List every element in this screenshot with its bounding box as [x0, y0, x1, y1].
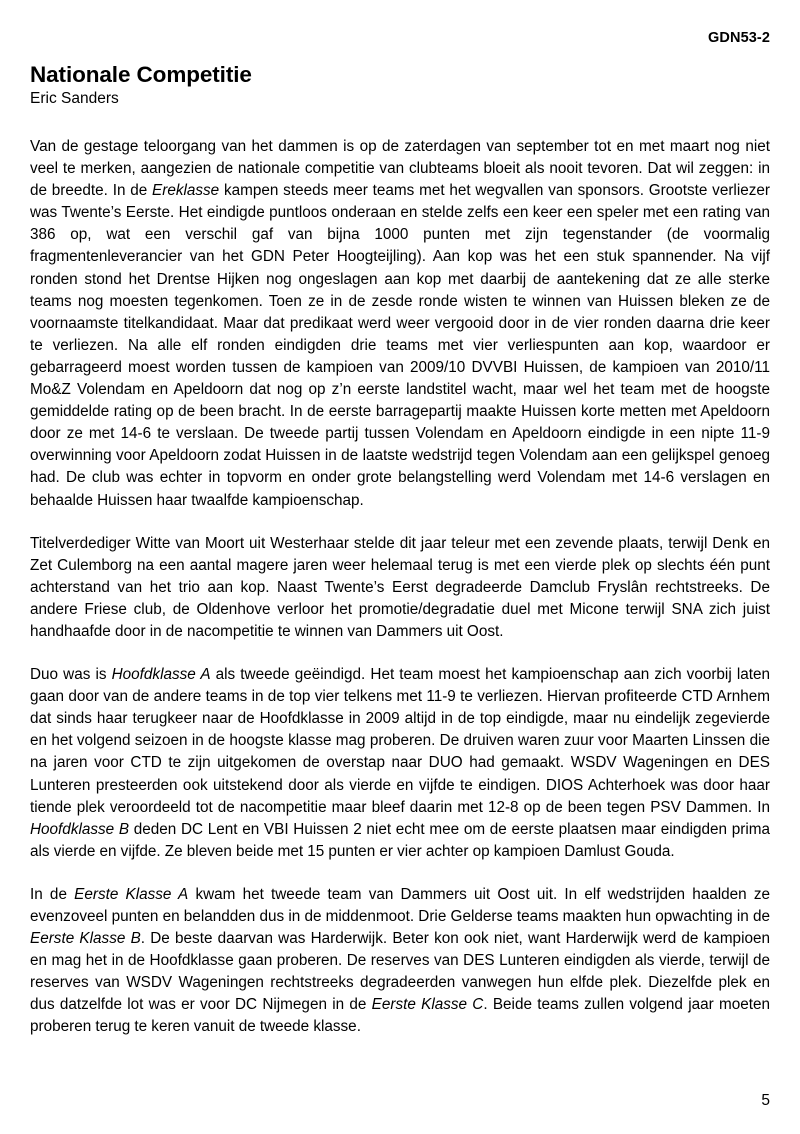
page-title: Nationale Competitie	[30, 62, 252, 87]
emphasis-text: Hoofdklasse B	[30, 820, 130, 838]
emphasis-text: Eerste Klasse A	[74, 885, 189, 903]
emphasis-text: Eerste Klasse B	[30, 930, 141, 948]
page-number: 5	[761, 1092, 770, 1109]
paragraph	[30, 884, 770, 1039]
paragraph	[30, 533, 770, 643]
emphasis-text: Ereklasse	[152, 182, 220, 200]
paragraph-list	[30, 136, 770, 1039]
body-text: In de	[30, 885, 75, 903]
body-text: kwam het tweede team van Dammers uit Oost uit. In elf wedstrijden haalden ze evenzoveel punten en belandden dus in de middenmoot. Drie Gelderse teams maakten hun opwachting in de	[30, 885, 771, 925]
body-text: Titelverdediger Witte van Moort uit Westerhaar stelde dit jaar teleur met een zevende plaats, terwijl Denk en Zet Culemborg na een aantal magere jaren weer helemaal terug is met een vierde plek op slechts één punt achterstand van het trio aan kop. Naast Twente’s Eerst degradeerde Damclub Fryslân rechtstreeks. De andere Friese club, de Oldenhove verloor het promotie/degradatie duel met Micone terwijl SNA zich juist handhaafde door in de nacompetitie te winnen van Dammers uit Oost.	[30, 534, 770, 640]
body-text: Van de gestage teloorgang van het dammen is op de zaterdagen van september tot en met maart nog niet veel te merken, aangezien de nationale competitie van clubteams bloeit als nooit tevoren. Dat wil zeggen: in de breedte. In de	[30, 138, 770, 200]
emphasis-text: Hoofdklasse A	[111, 666, 211, 684]
running-head: GDN53-2	[708, 30, 770, 46]
body-text: . Beide teams zullen volgend jaar moeten proberen terug te keren vanuit de tweede klasse.	[30, 996, 770, 1036]
body-text: kampen steeds meer teams met het wegvallen van sponsors. Grootste verliezer was Twente’s Eerste. Het eindigde puntloos onderaan en stelde zelfs een keer een speler met een rating van 386 op, wat een verschil gaf van bijna 1000 punten met zijn tegenstander (de voormalig fragmentenleverancier van het GDN Peter Hoogteijling). Aan kop was het een stuk spannender. Na vijf ronden stond het Drentse Hijken nog ongeslagen aan kop met daarbij de aantekening dat ze alle sterke teams nog moesten tegenkomen. Toen ze in de zesde ronde wisten te winnen van Huissen bleken ze de voornaamste titelkandidaat. Maar dat predikaat werd weer vergooid door in de vier ronden daarna drie keer te verliezen. Na alle elf ronden eindigden drie teams met vier verliespunten aan kop, waardoor er gebarrageerd moest worden tussen de kampioen van 2009/10 DVVBI Huissen, de kampioen van 2010/11 Mo&Z Volendam en Apeldoorn dat nog op z’n eerste landstitel wacht, maar wel het team met de hoogste gemiddelde rating op de been bracht. In de eerste barragepartij maakte Huissen korte metten met Apeldoorn door ze met 14-6 te verslaan. De tweede partij tussen Volendam en Apeldoorn eindigde in een nipte 11-9 overwinning voor Apeldoorn zodat Huissen in de laatste wedstrijd tegen Volendam aan een gelijkspel genoeg had. De club was echter in topvorm en onder grote belangstelling werd Volendam met 14-6 verslagen en behaalde Huissen haar twaalfde kampioenschap.	[30, 182, 770, 509]
paragraph	[30, 664, 770, 863]
article-author: Eric Sanders	[30, 90, 119, 107]
body-text: Duo was is	[30, 666, 112, 684]
body-text: als tweede geëindigd. Het team moest het kampioenschap aan zich voorbij laten gaan door van de andere teams in de top vier telkens met 11-9 te verliezen. Hiervan profiteerde CTD Arnhem dat sinds haar terugkeer naar de Hoofdklasse in 2009 altijd in de top eindigde, maar nu eindelijk zegevierde en het volgend seizoen in de hoogste klasse mag proberen. De druiven waren zuur voor Maarten Linssen die na jaren voor CTD te zijn uitgekomen de overstap naar DUO had gemaakt. WSDV Wageningen en DES Lunteren presteerden ook uitstekend door als vierde en vijfde te eindigen. DIOS Achterhoek was door haar tiende plek veroordeeld tot de nacompetitie maar bleef daarin met 12-8 op de been tegen PSV Dammen. In	[30, 666, 771, 816]
article-body	[30, 62, 770, 1039]
emphasis-text: Eerste Klasse C	[371, 996, 484, 1014]
body-text: deden DC Lent en VBI Huissen 2 niet echt mee om de eerste plaatsen maar eindigden prima als vierde en vijfde. Ze bleven beide met 15 punten er vier achter op kampioen Damlust Gouda.	[30, 820, 771, 860]
paragraph	[30, 136, 770, 512]
body-text: . De beste daarvan was Harderwijk. Beter kon ook niet, want Harderwijk werd de kampioen en mag het in de Hoofdklasse gaan proberen. De reserves van DES Lunteren eindigden als vierde, terwijl de reserves van WSDV Wageningen rechtstreeks degradeerden vanwegen hun elfde plek. Diezelfde plek en dus datzelfde lot was er voor DC Nijmegen in de	[30, 930, 770, 1014]
